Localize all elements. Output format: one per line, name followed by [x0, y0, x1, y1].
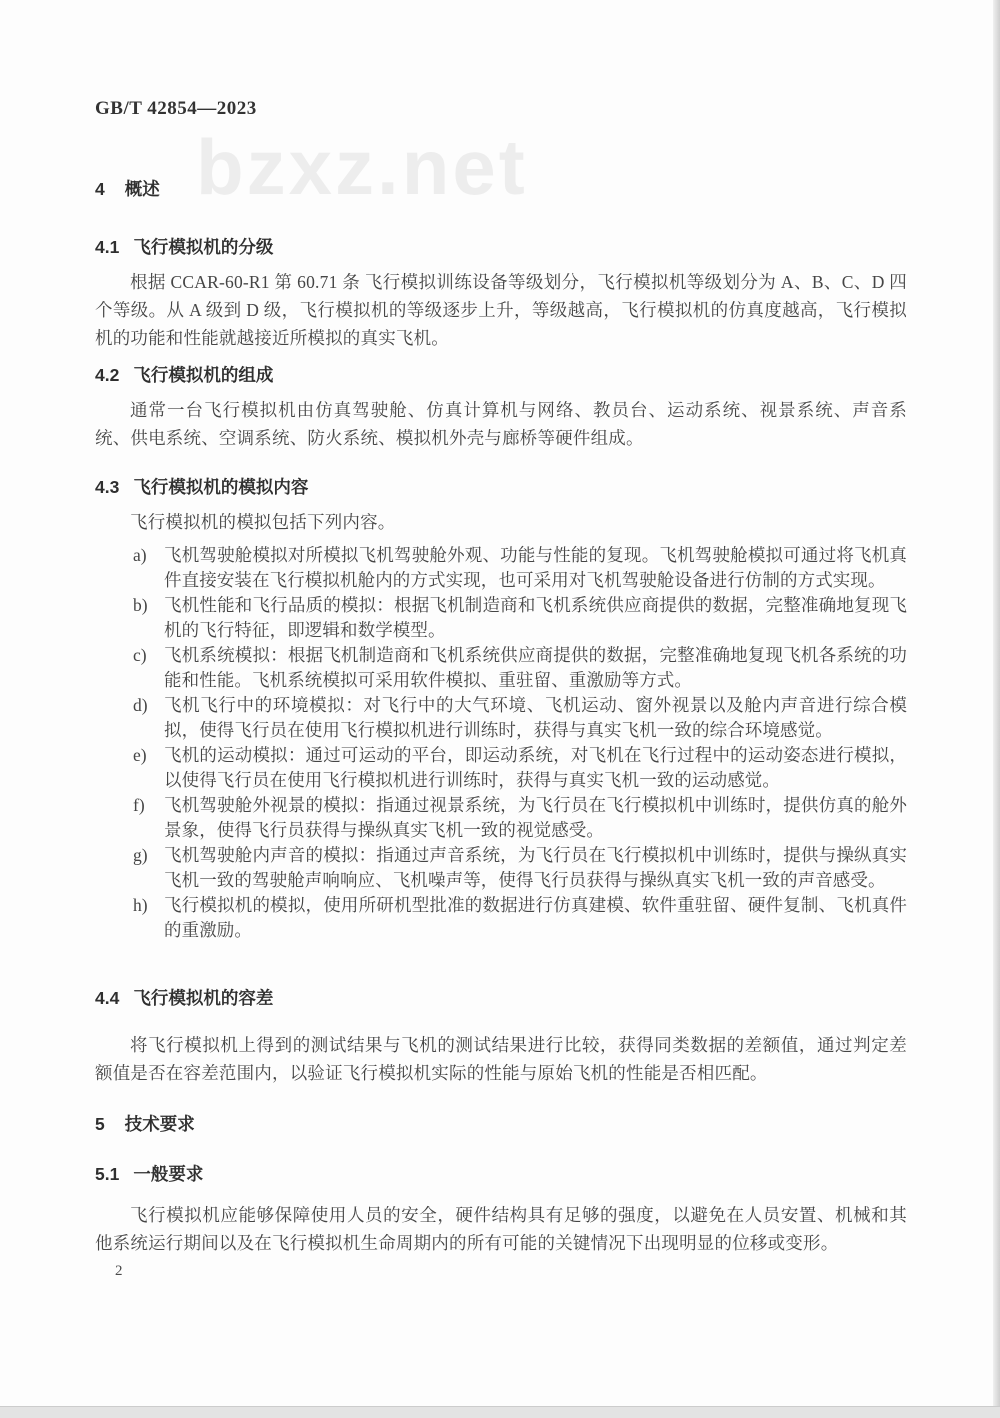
list-item-label: d)	[133, 695, 148, 715]
section-heading-5-1	[95, 1161, 907, 1187]
section-heading-4-3	[95, 474, 907, 500]
list-item	[95, 793, 907, 843]
list-item-label: e)	[133, 745, 147, 765]
list-item	[95, 593, 907, 643]
page-content	[95, 0, 907, 1281]
list-item-label: c)	[133, 645, 147, 665]
page-number: 2	[115, 1263, 123, 1279]
paragraph-4-3-intro: 飞行模拟机的模拟包括下列内容。	[130, 512, 396, 532]
section-number: 4.2	[95, 365, 120, 385]
section-number: 5.1	[95, 1164, 120, 1184]
section-heading-4-4	[95, 985, 907, 1011]
section-title: 一般要求	[133, 1164, 204, 1184]
list-item	[95, 643, 907, 693]
paragraph-4-2: 通常一台飞行模拟机由仿真驾驶舱、仿真计算机与网络、教员台、运动系统、视景系统、声音系统、供电系统、空调系统、防火系统、模拟机外壳与廊桥等硬件组成。	[95, 400, 907, 448]
list-item-text: 飞机驾驶舱外视景的模拟：指通过视景系统，为飞行员在飞行模拟机中训练时，提供仿真的舱外景象，使得飞行员获得与操纵真实飞机一致的视觉感受。	[164, 795, 907, 840]
list-item-text: 飞机性能和飞行品质的模拟：根据飞机制造商和飞机系统供应商提供的数据，完整准确地复现飞机的飞行特征，即逻辑和数学模型。	[164, 595, 907, 640]
section-number: 5	[95, 1114, 105, 1134]
paragraph-4-4: 将飞行模拟机上得到的测试结果与飞机的测试结果进行比较，获得同类数据的差额值，通过判定差额值是否在容差范围内，以验证飞行模拟机实际的性能与原始飞机的性能是否相匹配。	[95, 1035, 907, 1083]
list-item-label: h)	[133, 895, 148, 915]
standard-number: GB/T 42854—2023	[95, 98, 257, 119]
scan-edge-right	[993, 0, 1000, 1418]
list-item-text: 飞机驾驶舱模拟对所模拟飞机驾驶舱外观、功能与性能的复现。飞机驾驶舱模拟可通过将飞机真件直接安装在飞行模拟机舱内的方式实现，也可采用对飞机驾驶舱设备进行仿制的方式实现。	[164, 545, 907, 590]
list-item-label: b)	[133, 595, 148, 615]
scan-edge-bottom	[0, 1406, 1000, 1418]
watermark: bzxz.net	[196, 123, 528, 211]
list-item-text: 飞机飞行中的环境模拟：对飞行中的大气环境、飞机运动、窗外视景以及舱内声音进行综合模拟，使得飞行员在使用飞行模拟机进行训练时，获得与真实飞机一致的综合环境感觉。	[164, 695, 907, 740]
paragraph-4-1: 根据 CCAR-60-R1 第 60.71 条 飞行模拟训练设备等级划分，飞行模拟机等级划分为 A、B、C、D 四个等级。从 A 级到 D 级，飞行模拟机的等级逐步上升，等级越高，飞行模拟机的仿真度越高，飞行模拟机的功能和性能就越接近所模拟的真实飞机。	[95, 272, 907, 348]
simulation-content-list	[95, 543, 907, 943]
section-heading-5	[95, 1111, 907, 1137]
list-item-text: 飞行模拟机的模拟，使用所研机型批准的数据进行仿真建模、软件重驻留、硬件复制、飞机真件的重激励。	[164, 895, 907, 940]
list-item-text: 飞机系统模拟：根据飞机制造商和飞机系统供应商提供的数据，完整准确地复现飞机各系统的功能和性能。飞机系统模拟可采用软件模拟、重驻留、重激励等方式。	[164, 645, 907, 690]
list-item-text: 飞机驾驶舱内声音的模拟：指通过声音系统，为飞行员在飞行模拟机中训练时，提供与操纵真实飞机一致的驾驶舱声响响应、飞机噪声等，使得飞行员获得与操纵真实飞机一致的声音感受。	[164, 845, 907, 890]
list-item	[95, 843, 907, 893]
list-item-text: 飞机的运动模拟：通过可运动的平台，即运动系统，对飞机在飞行过程中的运动姿态进行模拟，以使得飞行员在使用飞行模拟机进行训练时，获得与真实飞机一致的运动感觉。	[164, 745, 907, 790]
section-title: 飞行模拟机的容差	[133, 988, 274, 1008]
list-item	[95, 743, 907, 793]
section-heading-4-2	[95, 362, 907, 388]
list-item-label: f)	[133, 795, 145, 815]
section-title: 技术要求	[124, 1114, 195, 1134]
section-number: 4.4	[95, 988, 120, 1008]
list-item	[95, 693, 907, 743]
section-title: 飞行模拟机的组成	[133, 365, 274, 385]
list-item-label: a)	[133, 545, 147, 565]
section-heading-4-1	[95, 234, 907, 260]
section-number: 4	[95, 179, 105, 199]
list-item-label: g)	[133, 845, 148, 865]
section-title: 概述	[124, 179, 160, 199]
section-number: 4.1	[95, 237, 120, 257]
section-heading-4	[95, 176, 907, 202]
section-number: 4.3	[95, 477, 120, 497]
list-item	[95, 543, 907, 593]
section-title: 飞行模拟机的分级	[133, 237, 274, 257]
list-item	[95, 893, 907, 943]
section-title: 飞行模拟机的模拟内容	[133, 477, 309, 497]
paragraph-5-1: 飞行模拟机应能够保障使用人员的安全，硬件结构具有足够的强度，以避免在人员安置、机械和其他系统运行期间以及在飞行模拟机生命周期内的所有可能的关键情况下出现明显的位移或变形。	[95, 1205, 907, 1253]
